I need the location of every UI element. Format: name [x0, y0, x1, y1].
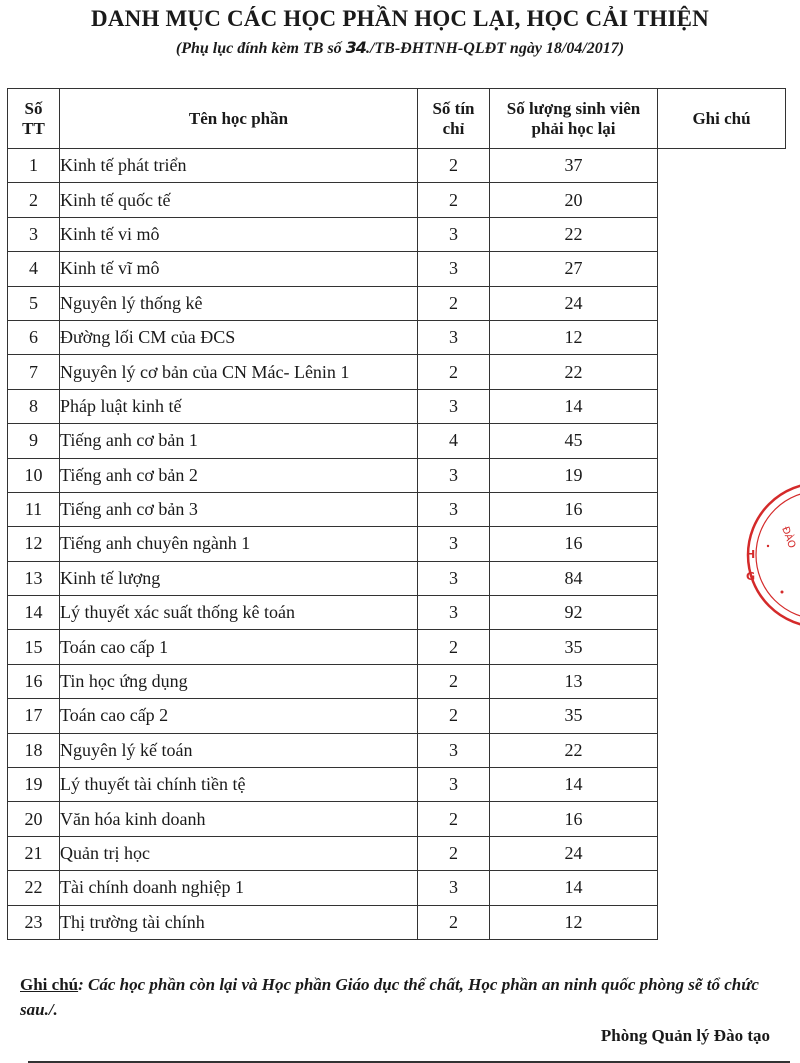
- row-stt: 12: [8, 527, 60, 561]
- header-credits: [418, 89, 490, 149]
- row-students: 14: [490, 389, 658, 423]
- row-students: 37: [490, 149, 658, 183]
- row-students: 22: [490, 355, 658, 389]
- subtitle-prefix: (Phụ lục đính kèm TB số: [175, 40, 346, 57]
- row-stt: 20: [8, 802, 60, 836]
- row-course-name: Kinh tế vi mô: [60, 217, 418, 251]
- row-course-name: Lý thuyết tài chính tiền tệ: [60, 768, 418, 802]
- row-credits: 2: [418, 355, 490, 389]
- table-row: [8, 217, 786, 251]
- row-credits: 3: [418, 768, 490, 802]
- table-row: [8, 768, 786, 802]
- row-students: 35: [490, 630, 658, 664]
- row-credits: 3: [418, 458, 490, 492]
- table-row: [8, 561, 786, 595]
- header-students-line1: Số lượng sinh viên: [506, 98, 641, 118]
- row-stt: 13: [8, 561, 60, 595]
- note-text: : Các học phần còn lại và Học phần Giáo dục thể chất, Học phần an ninh quốc phòng sẽ tổ chức sau./.: [20, 975, 759, 1019]
- row-credits: 3: [418, 561, 490, 595]
- row-credits: 3: [418, 389, 490, 423]
- header-stt-line1: Số: [24, 98, 43, 118]
- row-students: 24: [490, 836, 658, 870]
- row-course-name: Kinh tế phát triển: [60, 149, 418, 183]
- row-students: 24: [490, 286, 658, 320]
- row-students: 14: [490, 871, 658, 905]
- row-credits: 4: [418, 424, 490, 458]
- row-stt: 18: [8, 733, 60, 767]
- document-title: DANH MỤC CÁC HỌC PHẦN HỌC LẠI, HỌC CẢI THIỆN: [91, 6, 709, 31]
- row-credits: 2: [418, 664, 490, 698]
- row-students: 84: [490, 561, 658, 595]
- header-students-line2: phải học lại: [531, 118, 616, 138]
- red-seal-stamp: [738, 480, 800, 630]
- row-course-name: Tiếng anh cơ bản 2: [60, 458, 418, 492]
- row-course-name: Văn hóa kinh doanh: [60, 802, 418, 836]
- row-course-name: Kinh tế vĩ mô: [60, 252, 418, 286]
- table-row: [8, 596, 786, 630]
- row-students: 12: [490, 905, 658, 939]
- row-students: 16: [490, 527, 658, 561]
- signature-department: Phòng Quản lý Đào tạo: [600, 1026, 770, 1045]
- header-credits-line2: chỉ: [442, 118, 465, 138]
- row-students: 12: [490, 320, 658, 354]
- table-row: [8, 836, 786, 870]
- row-students: 35: [490, 699, 658, 733]
- row-course-name: Đường lối CM của ĐCS: [60, 320, 418, 354]
- header-credits-line1: Số tín: [432, 98, 475, 118]
- row-credits: 2: [418, 905, 490, 939]
- row-students: 22: [490, 217, 658, 251]
- row-course-name: Toán cao cấp 2: [60, 699, 418, 733]
- table-row: [8, 527, 786, 561]
- table-row: [8, 905, 786, 939]
- row-stt: 1: [8, 149, 60, 183]
- row-stt: 2: [8, 183, 60, 217]
- row-students: 22: [490, 733, 658, 767]
- table-row: [8, 871, 786, 905]
- row-course-name: Tài chính doanh nghiệp 1: [60, 871, 418, 905]
- row-credits: 2: [418, 802, 490, 836]
- table-row: [8, 252, 786, 286]
- table-row: [8, 458, 786, 492]
- table-row: [8, 286, 786, 320]
- row-course-name: Tiếng anh cơ bản 1: [60, 424, 418, 458]
- row-students: 16: [490, 802, 658, 836]
- row-credits: 2: [418, 836, 490, 870]
- header-students: [490, 89, 658, 149]
- table-row: [8, 630, 786, 664]
- row-credits: 3: [418, 217, 490, 251]
- note-label: Ghi chú: [20, 975, 79, 994]
- table-row: [8, 389, 786, 423]
- table-row: [8, 424, 786, 458]
- row-students: 13: [490, 664, 658, 698]
- row-stt: 9: [8, 424, 60, 458]
- row-course-name: Quản trị học: [60, 836, 418, 870]
- footer-note: [20, 972, 780, 1022]
- row-stt: 21: [8, 836, 60, 870]
- document-subtitle: [0, 38, 800, 58]
- svg-text:ĐÀO: ĐÀO: [779, 525, 798, 550]
- row-credits: 3: [418, 871, 490, 905]
- row-course-name: Tiếng anh chuyên ngành 1: [60, 527, 418, 561]
- row-stt: 22: [8, 871, 60, 905]
- row-stt: 15: [8, 630, 60, 664]
- subtitle-suffix: ./TB-ĐHTNH-QLĐT ngày 18/04/2017): [365, 40, 625, 57]
- row-credits: 3: [418, 320, 490, 354]
- row-students: 19: [490, 458, 658, 492]
- row-students: 16: [490, 492, 658, 526]
- table-header-row: [8, 89, 786, 149]
- row-course-name: Nguyên lý cơ bản của CN Mác- Lênin 1: [60, 355, 418, 389]
- row-note: [28, 1061, 790, 1063]
- row-course-name: Kinh tế quốc tế: [60, 183, 418, 217]
- row-course-name: Toán cao cấp 1: [60, 630, 418, 664]
- row-course-name: Nguyên lý kế toán: [60, 733, 418, 767]
- svg-text:H: H: [746, 548, 756, 561]
- row-stt: 23: [8, 905, 60, 939]
- row-stt: 14: [8, 596, 60, 630]
- row-course-name: Tin học ứng dụng: [60, 664, 418, 698]
- table-row: [8, 183, 786, 217]
- row-credits: 2: [418, 286, 490, 320]
- row-stt: 7: [8, 355, 60, 389]
- subtitle-handwritten-number: 34: [345, 38, 366, 57]
- row-credits: 3: [418, 733, 490, 767]
- table-row: [8, 355, 786, 389]
- row-stt: 3: [8, 217, 60, 251]
- row-students: 92: [490, 596, 658, 630]
- table-row: [8, 492, 786, 526]
- row-course-name: Pháp luật kinh tế: [60, 389, 418, 423]
- row-stt: 10: [8, 458, 60, 492]
- header-note: Ghi chú: [658, 89, 786, 149]
- table-row: [8, 733, 786, 767]
- table-row: [8, 802, 786, 836]
- row-stt: 17: [8, 699, 60, 733]
- row-stt: 5: [8, 286, 60, 320]
- table-row: [8, 149, 786, 183]
- row-course-name: Thị trường tài chính: [60, 905, 418, 939]
- row-students: 27: [490, 252, 658, 286]
- row-stt: 11: [8, 492, 60, 526]
- row-credits: 2: [418, 699, 490, 733]
- row-credits: 3: [418, 596, 490, 630]
- row-stt: 6: [8, 320, 60, 354]
- row-students: 20: [490, 183, 658, 217]
- row-students: 14: [490, 768, 658, 802]
- row-credits: 2: [418, 183, 490, 217]
- table-row: [8, 699, 786, 733]
- row-stt: 8: [8, 389, 60, 423]
- row-credits: 2: [418, 149, 490, 183]
- header-stt: [8, 89, 60, 149]
- row-course-name: Nguyên lý thống kê: [60, 286, 418, 320]
- svg-text:G: G: [746, 570, 756, 583]
- header-stt-line2: TT: [22, 118, 45, 138]
- row-credits: 3: [418, 527, 490, 561]
- course-table: [7, 88, 786, 940]
- row-stt: 4: [8, 252, 60, 286]
- row-stt: 16: [8, 664, 60, 698]
- row-course-name: Tiếng anh cơ bản 3: [60, 492, 418, 526]
- row-stt: 19: [8, 768, 60, 802]
- table-row: [8, 320, 786, 354]
- row-course-name: Lý thuyết xác suất thống kê toán: [60, 596, 418, 630]
- row-course-name: Kinh tế lượng: [60, 561, 418, 595]
- table-row: [8, 664, 786, 698]
- row-credits: 2: [418, 630, 490, 664]
- row-credits: 3: [418, 492, 490, 526]
- row-students: 45: [490, 424, 658, 458]
- row-credits: 3: [418, 252, 490, 286]
- header-course-name: Tên học phần: [60, 89, 418, 149]
